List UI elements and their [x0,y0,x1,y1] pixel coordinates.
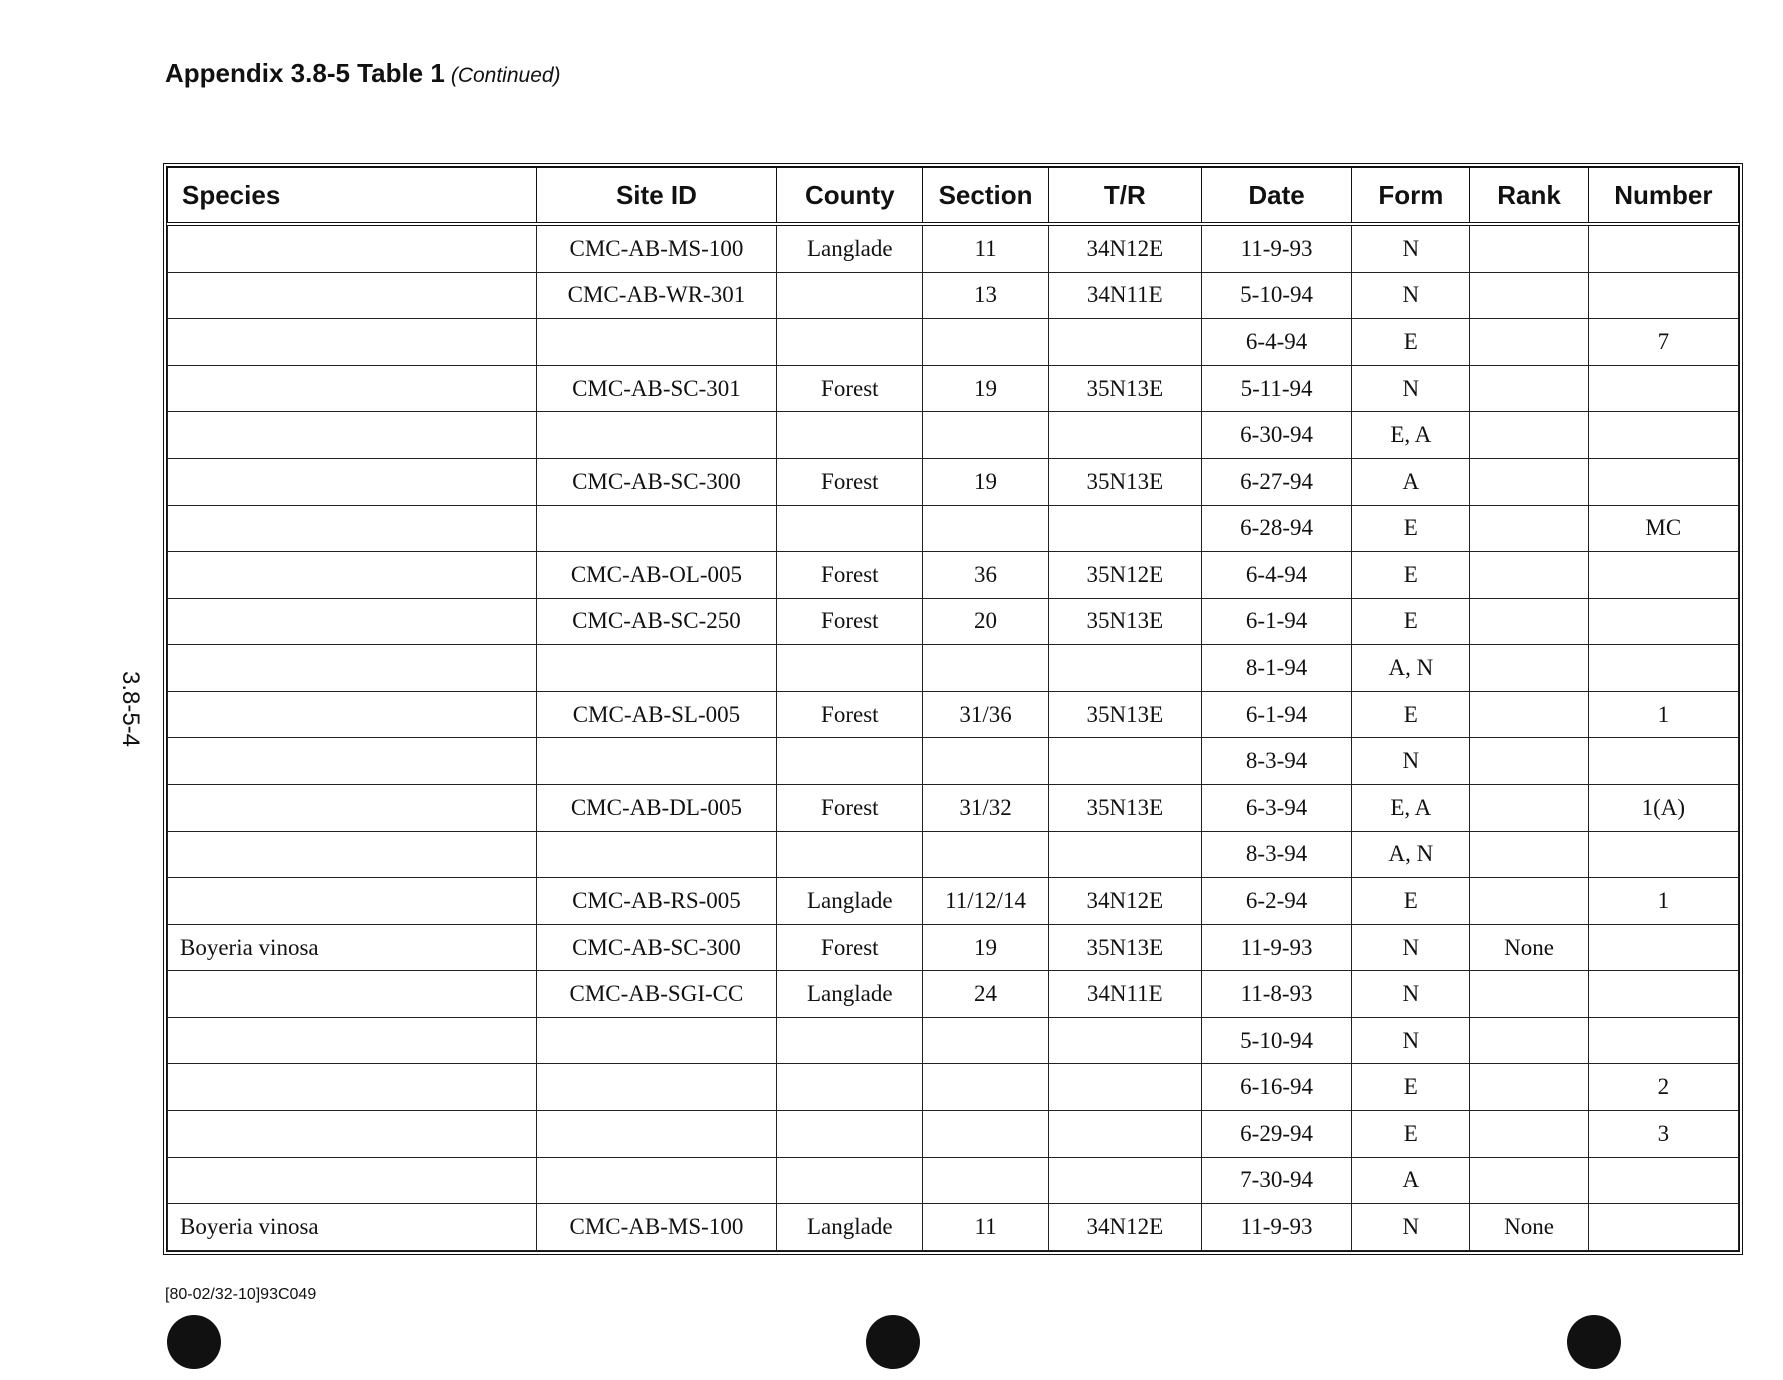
cell-rank [1470,738,1588,785]
cell-county [777,505,923,552]
document-code: [80-02/32-10]93C049 [165,1286,317,1303]
cell-section: 31/32 [923,785,1048,832]
cell-species [168,552,537,599]
cell-tr [1048,1157,1201,1204]
cell-county [777,1064,923,1111]
cell-species [168,1017,537,1064]
cell-form: N [1352,738,1470,785]
cell-number [1588,645,1738,692]
cell-number: 1 [1588,691,1738,738]
cell-number [1588,971,1738,1018]
cell-tr: 34N11E [1048,971,1201,1018]
cell-section [923,319,1048,366]
cell-species [168,224,537,272]
cell-rank [1470,505,1588,552]
cell-species [168,785,537,832]
cell-number: 1(A) [1588,785,1738,832]
cell-number: 7 [1588,319,1738,366]
cell-number [1588,598,1738,645]
table-row [168,458,1739,505]
cell-date: 6-16-94 [1201,1064,1351,1111]
table-row [168,645,1739,692]
cell-tr: 35N13E [1048,598,1201,645]
cell-county: Forest [777,552,923,599]
cell-date: 6-1-94 [1201,691,1351,738]
cell-county [777,831,923,878]
cell-tr: 35N13E [1048,785,1201,832]
cell-date: 11-9-93 [1201,924,1351,971]
cell-section [923,738,1048,785]
cell-rank [1470,365,1588,412]
cell-county: Forest [777,458,923,505]
column-header-tr: T/R [1048,168,1201,225]
cell-species [168,1064,537,1111]
cell-number: MC [1588,505,1738,552]
cell-form: A [1352,458,1470,505]
cell-section: 19 [923,365,1048,412]
cell-number [1588,458,1738,505]
table-row [168,785,1739,832]
table-row [168,878,1739,925]
cell-date: 11-8-93 [1201,971,1351,1018]
cell-date: 8-1-94 [1201,645,1351,692]
cell-site-id: CMC-AB-SC-250 [536,598,776,645]
binder-hole-right [1567,1315,1621,1369]
cell-section [923,412,1048,459]
cell-number [1588,552,1738,599]
column-header-number: Number [1588,168,1738,225]
cell-site-id: CMC-AB-SL-005 [536,691,776,738]
cell-site-id [536,505,776,552]
cell-rank [1470,645,1588,692]
cell-number [1588,272,1738,319]
cell-tr [1048,505,1201,552]
cell-date: 6-4-94 [1201,319,1351,366]
cell-date: 6-3-94 [1201,785,1351,832]
cell-number [1588,1204,1738,1251]
cell-species [168,598,537,645]
cell-species [168,645,537,692]
cell-rank [1470,458,1588,505]
cell-species [168,319,537,366]
cell-section: 11 [923,224,1048,272]
cell-number: 3 [1588,1111,1738,1158]
cell-county [777,1017,923,1064]
cell-site-id: CMC-AB-RS-005 [536,878,776,925]
column-header-section: Section [923,168,1048,225]
cell-tr: 35N13E [1048,924,1201,971]
cell-rank: None [1470,924,1588,971]
cell-form: N [1352,1017,1470,1064]
cell-form: N [1352,365,1470,412]
cell-tr: 35N13E [1048,365,1201,412]
cell-form: E [1352,505,1470,552]
cell-form: N [1352,272,1470,319]
cell-tr [1048,645,1201,692]
cell-section: 20 [923,598,1048,645]
cell-section: 31/36 [923,691,1048,738]
cell-tr: 34N12E [1048,224,1201,272]
cell-county: Forest [777,785,923,832]
column-header-rank: Rank [1470,168,1588,225]
table-row [168,365,1739,412]
cell-number [1588,412,1738,459]
cell-section: 19 [923,458,1048,505]
cell-county: Langlade [777,971,923,1018]
cell-county: Langlade [777,878,923,925]
table-body [168,224,1739,1251]
cell-rank [1470,552,1588,599]
cell-rank [1470,272,1588,319]
cell-rank [1470,831,1588,878]
cell-rank [1470,319,1588,366]
cell-form: E [1352,1064,1470,1111]
cell-site-id: CMC-AB-MS-100 [536,224,776,272]
cell-form: N [1352,224,1470,272]
cell-form: E [1352,552,1470,599]
cell-tr [1048,1064,1201,1111]
cell-site-id: CMC-AB-MS-100 [536,1204,776,1251]
table-row [168,272,1739,319]
cell-date: 5-10-94 [1201,1017,1351,1064]
cell-species [168,1157,537,1204]
cell-site-id: CMC-AB-SGI-CC [536,971,776,1018]
cell-date: 5-11-94 [1201,365,1351,412]
cell-site-id: CMC-AB-SC-300 [536,924,776,971]
cell-section: 11/12/14 [923,878,1048,925]
cell-section: 24 [923,971,1048,1018]
cell-site-id [536,645,776,692]
cell-site-id [536,412,776,459]
cell-form: A [1352,1157,1470,1204]
cell-number [1588,224,1738,272]
binder-hole-left [167,1315,221,1369]
cell-number [1588,738,1738,785]
cell-date: 6-2-94 [1201,878,1351,925]
cell-tr: 35N13E [1048,691,1201,738]
cell-county: Forest [777,691,923,738]
side-page-number: 3.8-5-4 [117,670,145,748]
cell-number [1588,1017,1738,1064]
cell-site-id: CMC-AB-WR-301 [536,272,776,319]
cell-form: E, A [1352,412,1470,459]
table-row [168,598,1739,645]
species-table [167,167,1739,1251]
table-row [168,552,1739,599]
cell-number: 1 [1588,878,1738,925]
table-row [168,1111,1739,1158]
table-row [168,738,1739,785]
table-row [168,1204,1739,1251]
cell-section [923,505,1048,552]
cell-form: E [1352,878,1470,925]
column-header-date: Date [1201,168,1351,225]
cell-tr: 34N12E [1048,1204,1201,1251]
cell-county [777,272,923,319]
cell-species [168,272,537,319]
cell-county: Forest [777,365,923,412]
cell-species: Boyeria vinosa [168,1204,537,1251]
cell-form: E [1352,598,1470,645]
cell-form: N [1352,1204,1470,1251]
cell-rank [1470,878,1588,925]
cell-county [777,412,923,459]
table-row [168,319,1739,366]
cell-date: 11-9-93 [1201,1204,1351,1251]
table-header-row [168,168,1739,225]
cell-number [1588,831,1738,878]
cell-species: Boyeria vinosa [168,924,537,971]
cell-rank [1470,1064,1588,1111]
cell-species [168,878,537,925]
cell-species [168,1111,537,1158]
cell-county: Langlade [777,224,923,272]
table-row [168,691,1739,738]
cell-form: E [1352,1111,1470,1158]
cell-section [923,1157,1048,1204]
cell-rank [1470,1111,1588,1158]
cell-rank [1470,1157,1588,1204]
cell-section [923,1017,1048,1064]
cell-number [1588,924,1738,971]
cell-site-id [536,1111,776,1158]
cell-form: E [1352,691,1470,738]
table-row [168,1017,1739,1064]
cell-rank [1470,785,1588,832]
cell-rank [1470,412,1588,459]
cell-county [777,738,923,785]
cell-site-id [536,1157,776,1204]
binder-hole-center [866,1315,920,1369]
table-row [168,831,1739,878]
cell-form: E, A [1352,785,1470,832]
cell-species [168,971,537,1018]
cell-section: 19 [923,924,1048,971]
cell-rank [1470,691,1588,738]
cell-form: N [1352,924,1470,971]
cell-county: Forest [777,598,923,645]
column-header-form: Form [1352,168,1470,225]
cell-species [168,458,537,505]
cell-county [777,1111,923,1158]
table-row [168,924,1739,971]
cell-section: 11 [923,1204,1048,1251]
cell-tr: 34N12E [1048,878,1201,925]
cell-rank [1470,971,1588,1018]
cell-site-id [536,1017,776,1064]
cell-rank [1470,224,1588,272]
cell-species [168,505,537,552]
cell-number [1588,365,1738,412]
cell-tr: 35N12E [1048,552,1201,599]
cell-species [168,365,537,412]
cell-tr: 35N13E [1048,458,1201,505]
page-title [165,58,561,89]
table-row [168,971,1739,1018]
cell-site-id [536,1064,776,1111]
cell-species [168,738,537,785]
cell-rank: None [1470,1204,1588,1251]
table-row [168,224,1739,272]
cell-county [777,319,923,366]
title-text: Appendix 3.8-5 Table 1 [165,58,445,88]
cell-form: A, N [1352,831,1470,878]
table-row [168,412,1739,459]
cell-date: 6-1-94 [1201,598,1351,645]
cell-date: 6-28-94 [1201,505,1351,552]
cell-tr [1048,1017,1201,1064]
cell-date: 8-3-94 [1201,831,1351,878]
table-row [168,1157,1739,1204]
cell-date: 6-27-94 [1201,458,1351,505]
cell-county: Forest [777,924,923,971]
cell-date: 6-4-94 [1201,552,1351,599]
cell-section: 36 [923,552,1048,599]
cell-date: 6-29-94 [1201,1111,1351,1158]
cell-tr [1048,412,1201,459]
cell-tr [1048,738,1201,785]
table-row [168,1064,1739,1111]
cell-number: 2 [1588,1064,1738,1111]
cell-section [923,645,1048,692]
cell-tr: 34N11E [1048,272,1201,319]
cell-tr [1048,319,1201,366]
cell-date: 11-9-93 [1201,224,1351,272]
cell-tr [1048,831,1201,878]
cell-date: 5-10-94 [1201,272,1351,319]
cell-date: 6-30-94 [1201,412,1351,459]
cell-form: E [1352,319,1470,366]
cell-county [777,645,923,692]
cell-rank [1470,598,1588,645]
cell-site-id [536,831,776,878]
cell-species [168,412,537,459]
cell-rank [1470,1017,1588,1064]
cell-section [923,831,1048,878]
cell-number [1588,1157,1738,1204]
cell-date: 8-3-94 [1201,738,1351,785]
cell-species [168,691,537,738]
column-header-county: County [777,168,923,225]
cell-section: 13 [923,272,1048,319]
column-header-site-id: Site ID [536,168,776,225]
cell-section [923,1111,1048,1158]
species-table-frame [163,163,1743,1255]
cell-site-id: CMC-AB-OL-005 [536,552,776,599]
cell-county [777,1157,923,1204]
cell-tr [1048,1111,1201,1158]
cell-date: 7-30-94 [1201,1157,1351,1204]
cell-species [168,831,537,878]
table-row [168,505,1739,552]
cell-form: A, N [1352,645,1470,692]
continued-label: (Continued) [450,64,561,87]
column-header-species: Species [168,168,537,225]
cell-site-id [536,319,776,366]
cell-section [923,1064,1048,1111]
cell-county: Langlade [777,1204,923,1251]
cell-site-id: CMC-AB-DL-005 [536,785,776,832]
cell-site-id [536,738,776,785]
cell-site-id: CMC-AB-SC-300 [536,458,776,505]
cell-form: N [1352,971,1470,1018]
cell-site-id: CMC-AB-SC-301 [536,365,776,412]
